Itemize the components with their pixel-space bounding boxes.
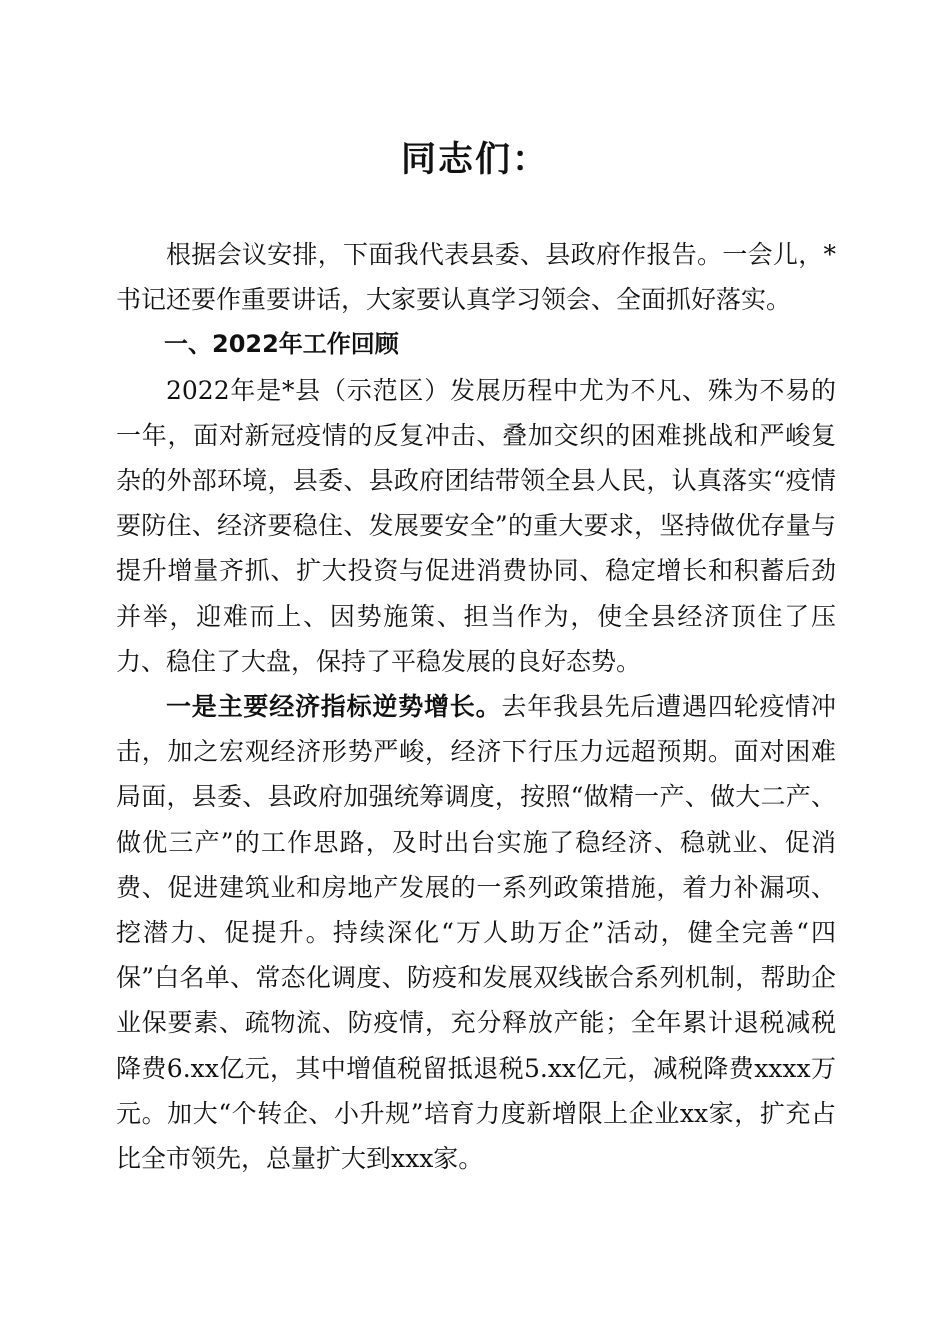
point-lead: 一是主要经济指标逆势增长。	[166, 692, 502, 722]
point-text: 去年我县先后遭遇四轮疫情冲击，加之宏观经济形势严峻，经济下行压力远超预期。面对困难局面，县委、县政府加强统筹调度，按照“做精一产、做大二产、做优三产”的工作思路，及时出台实施了稳经济、稳就业、促消费、促进建筑业和房地产发展的一系列政策措施，着力补漏项、挖潜力、促提升。持续深化“万人助万企”活动，健全完善“四保”白名单、常态化调度、防疫和发展双线嵌合系列机制，帮助企业保要素、疏物流、防疫情，充分释放产能；全年累计退税减税降费6.xx亿元，其中增值税留抵退税5.xx亿元，减税降费xxxx万元。加大“个转企、小升规”培育力度新增限上企业xx家，扩充占比全市领先，总量扩大到xxx家。	[116, 692, 836, 1174]
document-body	[116, 232, 836, 1181]
point-paragraph	[116, 684, 836, 1181]
overview-paragraph: 2022年是*县（示范区）发展历程中尤为不凡、殊为不易的一年，面对新冠疫情的反复冲击、叠加交织的困难挑战和严峻复杂的外部环境，县委、县政府团结带领全县人民，认真落实“疫情要防住、经济要稳住、发展要安全”的重大要求，坚持做优存量与提升增量齐抓、扩大投资与促进消费协同、稳定增长和积蓄后劲并举，迎难而上、因势施策、担当作为，使全县经济顶住了压力、稳住了大盘，保持了平稳发展的良好态势。	[116, 375, 836, 676]
intro-paragraph: 根据会议安排，下面我代表县委、县政府作报告。一会儿，*书记还要作重要讲话，大家要认真学习领会、全面抓好落实。	[116, 240, 836, 315]
page-title: 同志们：	[400, 139, 549, 180]
section-heading: 一、2022年工作回顾	[164, 330, 399, 359]
